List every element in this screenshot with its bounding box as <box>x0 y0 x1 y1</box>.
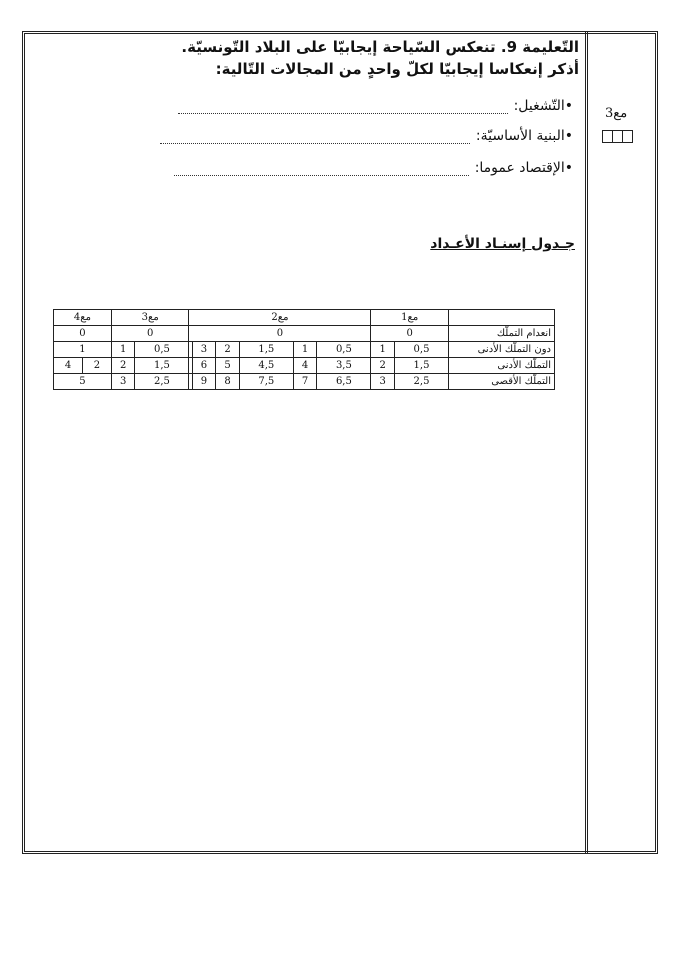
table-cell: 2,5 <box>135 374 189 390</box>
table-cell: 7,5 <box>239 374 293 390</box>
table-cell: 2 <box>371 358 395 374</box>
header-cell: مع3 <box>111 310 189 326</box>
table-cell: 1 <box>54 342 112 358</box>
table-cell: 6,5 <box>317 374 371 390</box>
header-cell: مع2 <box>189 310 371 326</box>
row-label: التملّك الأقصى <box>449 374 555 390</box>
header-cell: مع1 <box>371 310 449 326</box>
table-header-row <box>54 310 555 326</box>
table-cell: 1 <box>111 342 135 358</box>
header-cell: مع4 <box>54 310 112 326</box>
table-title: جـدول إسنـاد الأعـداد <box>430 236 575 252</box>
table-cell: 7 <box>293 374 317 390</box>
field-label: •البنية الأساسيّة: <box>475 128 573 144</box>
field-label: •التّشغيل: <box>513 98 573 114</box>
question-line-1: التّعليمة 9. تنعكس السّياحة إيجابيّا على البلاد التّونسيّة. <box>181 38 579 56</box>
table-cell: 2 <box>216 342 240 358</box>
table-row <box>54 326 555 342</box>
table-cell: 1,5 <box>394 358 448 374</box>
margin-divider <box>585 31 588 854</box>
table-cell: 3 <box>192 342 216 358</box>
table-cell: 0,5 <box>394 342 448 358</box>
row-label: التملّك الأدنى <box>449 358 555 374</box>
answer-line[interactable] <box>160 131 470 144</box>
table-cell: 1,5 <box>135 358 189 374</box>
table-cell: 0 <box>371 326 449 342</box>
table-cell: 2,5 <box>394 374 448 390</box>
page-frame <box>22 31 658 854</box>
table-cell: 2 <box>111 358 135 374</box>
table-cell: 1 <box>371 342 395 358</box>
table-row <box>54 342 555 358</box>
table-cell: 0 <box>111 326 189 342</box>
field-employment[interactable] <box>178 98 573 114</box>
answer-line[interactable] <box>178 101 508 114</box>
table-cell: 0 <box>189 326 371 342</box>
table-cell: 2 <box>83 358 112 374</box>
table-cell: 3 <box>111 374 135 390</box>
grading-table <box>53 309 555 390</box>
table-cell: 9 <box>192 374 216 390</box>
table-cell: 0 <box>54 326 112 342</box>
field-infrastructure[interactable] <box>160 128 573 144</box>
table-cell: 1,5 <box>239 342 293 358</box>
row-label: انعدام التملّك <box>449 326 555 342</box>
table-cell: 0,5 <box>135 342 189 358</box>
table-cell: 0,5 <box>317 342 371 358</box>
table-cell: 5 <box>216 358 240 374</box>
row-label: دون التملّك الأدنى <box>449 342 555 358</box>
criterion-label: مع3 <box>605 106 628 121</box>
table-row <box>54 374 555 390</box>
table-cell: 3 <box>371 374 395 390</box>
score-boxes[interactable] <box>603 130 633 143</box>
table-cell: 4 <box>54 358 83 374</box>
table-cell: 1 <box>293 342 317 358</box>
table-cell: 8 <box>216 374 240 390</box>
table-row <box>54 358 555 374</box>
table-cell: 4,5 <box>239 358 293 374</box>
question-line-2: أذكر إنعكاسا إيجابيّا لكلّ واحدٍ من المجالات التّالية: <box>215 60 579 78</box>
table-cell: 6 <box>192 358 216 374</box>
field-label: •الإقتصاد عموما: <box>474 160 573 176</box>
answer-line[interactable] <box>174 163 469 176</box>
table-cell: 4 <box>293 358 317 374</box>
table-cell: 5 <box>54 374 112 390</box>
table-cell: 3,5 <box>317 358 371 374</box>
field-economy[interactable] <box>174 160 573 176</box>
